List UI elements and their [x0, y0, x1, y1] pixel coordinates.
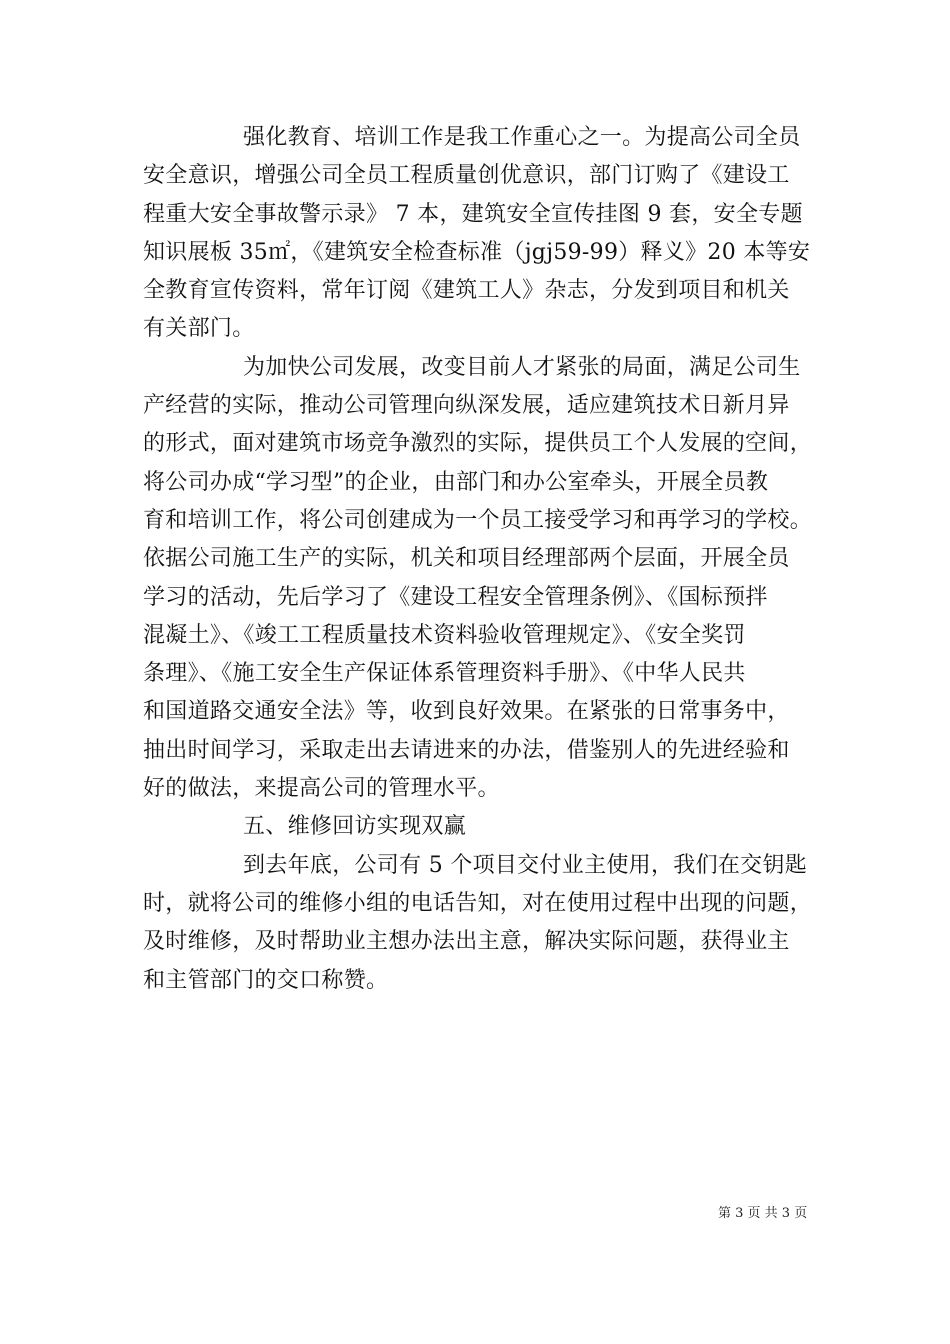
paragraph-1-line-3: 程重大安全事故警示录》 7 本，建筑安全宣传挂图 9 套，安全专题 — [143, 201, 803, 227]
paragraph-2-line-2: 产经营的实际，推动公司管理向纵深发展，适应建筑技术日新月异 — [143, 393, 790, 419]
paragraph-3-line-2: 时，就将公司的维修小组的电话告知，对在使用过程中出现的问题， — [143, 890, 813, 916]
paragraph-1-line-2: 安全意识，增强公司全员工程质量创优意识，部门订购了《建设工 — [143, 163, 790, 189]
paragraph-2-line-11: 抽出时间学习，采取走出去请进来的办法，借鉴别人的先进经验和 — [143, 737, 790, 763]
paragraph-1-line-1: 强化教育、培训工作是我工作重心之一。为提高公司全员 — [243, 125, 801, 150]
paragraph-1-line-4: 知识展板 35㎡，《建筑安全检查标准（jgj59-99）释义》20 本等安 — [143, 239, 811, 265]
paragraph-2-line-7: 学习的活动，先后学习了《建设工程安全管理条例》、《国标预拌 — [143, 584, 768, 610]
paragraph-2-line-1: 为加快公司发展，改变目前人才紧张的局面，满足公司生 — [243, 354, 801, 380]
document-body — [143, 119, 833, 1000]
paragraph-3-line-3: 及时维修，及时帮助业主想办法出主意，解决实际问题，获得业主 — [143, 929, 790, 955]
paragraph-2-line-8: 混凝土》、《竣工工程质量技术资料验收管理规定》、《安全奖罚 — [143, 622, 746, 648]
paragraph-3-line-1: 到去年底，公司有 5 个项目交付业主使用，我们在交钥匙 — [243, 852, 808, 878]
paragraph-2-line-9: 条理》、《施工安全生产保证体系管理资料手册》、《中华人民共 — [143, 661, 746, 687]
page-number-footer: 第 3 页 共 3 页 — [718, 1206, 808, 1221]
paragraph-1-line-6: 有关部门。 — [143, 316, 255, 342]
paragraph-2-line-5: 育和培训工作，将公司创建成为一个员工接受学习和再学习的学校。 — [143, 507, 813, 533]
paragraph-2-line-12: 好的做法，来提高公司的管理水平。 — [143, 776, 500, 802]
paragraph-2-line-10: 和国道路交通安全法》等，收到良好效果。在紧张的日常事务中， — [143, 699, 790, 725]
section-heading: 五、维修回访实现双赢 — [243, 814, 467, 840]
paragraph-1-line-5: 全教育宣传资料，常年订阅《建筑工人》杂志，分发到项目和机关 — [143, 278, 790, 304]
paragraph-2-line-3: 的形式，面对建筑市场竞争激烈的实际，提供员工个人发展的空间， — [143, 431, 813, 457]
paragraph-2-line-6: 依据公司施工生产的实际，机关和项目经理部两个层面，开展全员 — [143, 546, 790, 572]
paragraph-3-line-4: 和主管部门的交口称赞。 — [143, 967, 389, 993]
paragraph-2-line-4: 将公司办成“学习型”的企业，由部门和办公室牵头，开展全员教 — [143, 469, 769, 495]
